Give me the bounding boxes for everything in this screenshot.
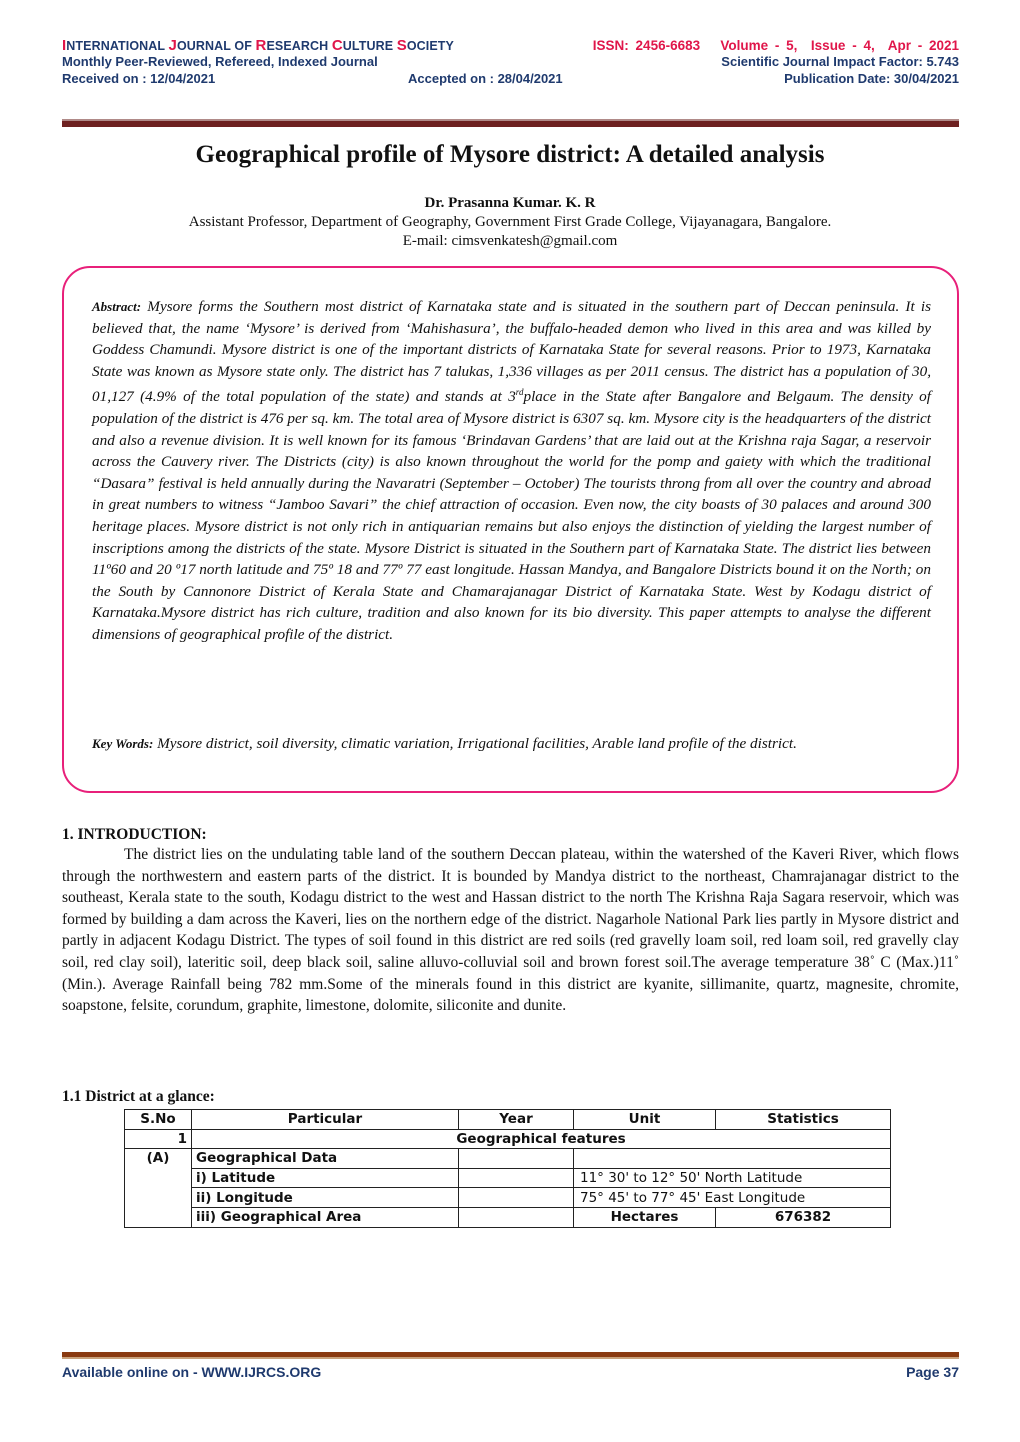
column-header-particular: Particular: [192, 1110, 459, 1130]
journal-subtitle-row: [62, 54, 959, 69]
journal-title-word: NTERNATIONAL: [66, 39, 169, 53]
column-header-statistics: Statistics: [716, 1110, 891, 1130]
section-title: Geographical features: [192, 1129, 891, 1149]
table-row: [125, 1188, 891, 1208]
issn: ISSN: 2456-6683: [592, 38, 701, 53]
author-affiliation: Assistant Professor, Department of Geography, Government First Grade College, Vijayanagara, Bangalore.: [188, 214, 832, 230]
column-header-unit: Unit: [574, 1110, 716, 1130]
keywords: [92, 733, 931, 755]
longitude-value: 75° 45' to 77° 45' East Longitude: [574, 1188, 891, 1208]
particular-cell: Geographical Data: [192, 1149, 459, 1169]
introduction-text: The district lies on the undulating table land of the southern Deccan plateau, within the watershed of the Kaveri River, which flows through the northwestern and eastern parts of the district. It is bounded by Mandya district to the northeast, Chamrajanagar district to the southeast, Kerala state to the south, Kodagu district to the west and Hassan district to the north The Krishna Raja Sagara reservoir, which was formed by building a dam across the Kaveri, lies on the northern edge of the district. Nagarhole National Park lies partly in Mysore district and partly in adjacent Kodagu District. The types of soil found in this district are red soils (red gravelly loam soil, red loam soil, red gravelly clay soil, red clay soil), lateritic soil, deep black soil, saline alluvo-colluvial soil and brown forest soil.The average temperature 38˚ C (Max.)11˚ (Min.). Average Rainfall being 782 mm.Some of the minerals found in this district are kyanite, sillimanite, quartz, magnesite, chromite, soapstone, felsite, corundum, graphite, limestone, dolomite, siliconite and dunite.: [62, 846, 959, 1015]
particular-cell: ii) Longitude: [192, 1188, 459, 1208]
journal-title-word: ULTURE: [342, 39, 397, 53]
accepted-date: Accepted on : 28/04/2021: [408, 71, 563, 86]
table-section-row: [125, 1129, 891, 1149]
footer-divider-thin: [62, 1357, 959, 1359]
statistics-cell: 676382: [716, 1207, 891, 1227]
page-footer: [62, 1364, 959, 1380]
table-row: [125, 1149, 891, 1169]
unit-cell: Hectares: [574, 1207, 716, 1227]
page-number: Page 37: [906, 1364, 959, 1380]
journal-issue-info: [593, 38, 959, 53]
district-glance-table: [124, 1109, 891, 1228]
publication-date: Publication Date: 30/04/2021: [784, 71, 959, 86]
superscript-rd: rd: [515, 387, 524, 398]
year-cell: [459, 1168, 574, 1188]
journal-title: [62, 37, 454, 54]
section-number: 1: [125, 1129, 192, 1149]
journal-title-initial: I: [62, 37, 67, 54]
journal-title-word: OCIETY: [406, 39, 454, 53]
keywords-label: Key Words:: [92, 736, 154, 751]
journal-title-initial: R: [255, 37, 267, 54]
year-cell: [459, 1149, 574, 1169]
issue: Issue - 4,: [810, 38, 875, 53]
table-row: [125, 1207, 891, 1227]
journal-title-word: ESEARCH: [266, 39, 332, 53]
abstract-label: Abstract:: [92, 299, 142, 314]
journal-subtitle: Monthly Peer-Reviewed, Refereed, Indexed Journal: [62, 54, 378, 69]
impact-factor: Scientific Journal Impact Factor: 5.743: [721, 54, 959, 69]
year-cell: [459, 1188, 574, 1208]
author-name: Dr. Prasanna Kumar. K. R: [424, 195, 596, 211]
header-divider-thick: [62, 121, 959, 127]
year-cell: [459, 1207, 574, 1227]
author-email: E-mail: cimsvenkatesh@gmail.com: [402, 233, 618, 249]
abstract-text-cont: place in the State after Bangalore and Belgaum. The density of population of the district is 476 per sq. km. The total area of Mysore district is 6307 sq. km. Mysore city is the headquarters of the district and also a revenue division. It is well known for its famous ‘Brindavan Gardens’ that are laid out at the Krishna raja Sagar, a reservoir across the Cauvery river. The Districts (city) is also known throughout the world for the pomp and gaiety with which the traditional “Dasara” festival is held annually during the Navaratri (September – October) The tourists throng from all over the country and abroad in great numbers to witness “Jamboo Savari” the chief attraction of occasion. Even now, the city boasts of 30 palaces and around 300 heritage places. Mysore district is not only rich in antiquarian remains but also enjoys the distinction of yielding the largest number of inscriptions among the districts of the state. Mysore District is situated in the Southern part of Karnataka State. The district lies between 11º60 and 20 º17 north latitude and 75º 18 and 77º 77 east longitude. Hassan Mandya, and Bangalore Districts bound it on the North; on the South by Cannonore District of Kerala State and Chamarajanagar District of Karnataka State. West by Kodagu district of Karnataka.Mysore district has rich culture, tradition and also known for its bio diversity. This paper attempts to analyse the different dimensions of geographical profile of the district.: [92, 388, 931, 643]
abstract: [92, 296, 931, 646]
column-header-year: Year: [459, 1110, 574, 1130]
volume: Volume - 5,: [720, 38, 798, 53]
district-glance-heading: 1.1 District at a glance:: [62, 1088, 215, 1105]
footer-website[interactable]: Available online on - WWW.IJRCS.ORG: [62, 1364, 322, 1380]
article-title: Geographical profile of Mysore district: A detailed analysis: [195, 141, 825, 168]
table-header-row: [125, 1110, 891, 1130]
unit-stat-cell: [574, 1149, 891, 1169]
column-header-sno: S.No: [125, 1110, 192, 1130]
keywords-text: Mysore district, soil diversity, climatic variation, Irrigational facilities, Arable land profile of the district.: [157, 735, 797, 752]
journal-title-initial: J: [168, 37, 177, 54]
particular-cell: i) Latitude: [192, 1168, 459, 1188]
introduction-heading: 1. INTRODUCTION:: [62, 826, 207, 843]
latitude-value: 11° 30' to 12° 50' North Latitude: [574, 1168, 891, 1188]
issue-date: Apr - 2021: [887, 38, 959, 53]
particular-cell: iii) Geographical Area: [192, 1207, 459, 1227]
journal-header-row: [62, 37, 959, 54]
abstract-text: Mysore forms the Southern most district of Karnataka state and is situated in the southern part of Deccan peninsula. It is believed that, the name ‘Mysore’ is derived from ‘Mahishasura’, the buffalo-headed demon who lived in this area and was killed by Goddess Chamundi. Mysore district is one of the important districts of Karnataka State for several reasons. Prior to 1973, Karnataka State was known as Mysore state only. The district has 7 talukas, 1,336 villages as per 2011 census. The district has a population of 30, 01,127 (4.9% of the total population of the state) and stands at 3: [92, 298, 931, 406]
group-label: (A): [125, 1149, 192, 1227]
journal-dates-row: [62, 71, 959, 86]
received-date: Received on : 12/04/2021: [62, 71, 216, 86]
journal-title-word: OURNAL OF: [176, 39, 256, 53]
journal-title-initial: C: [331, 37, 343, 54]
table-row: [125, 1168, 891, 1188]
journal-title-initial: S: [396, 37, 407, 54]
